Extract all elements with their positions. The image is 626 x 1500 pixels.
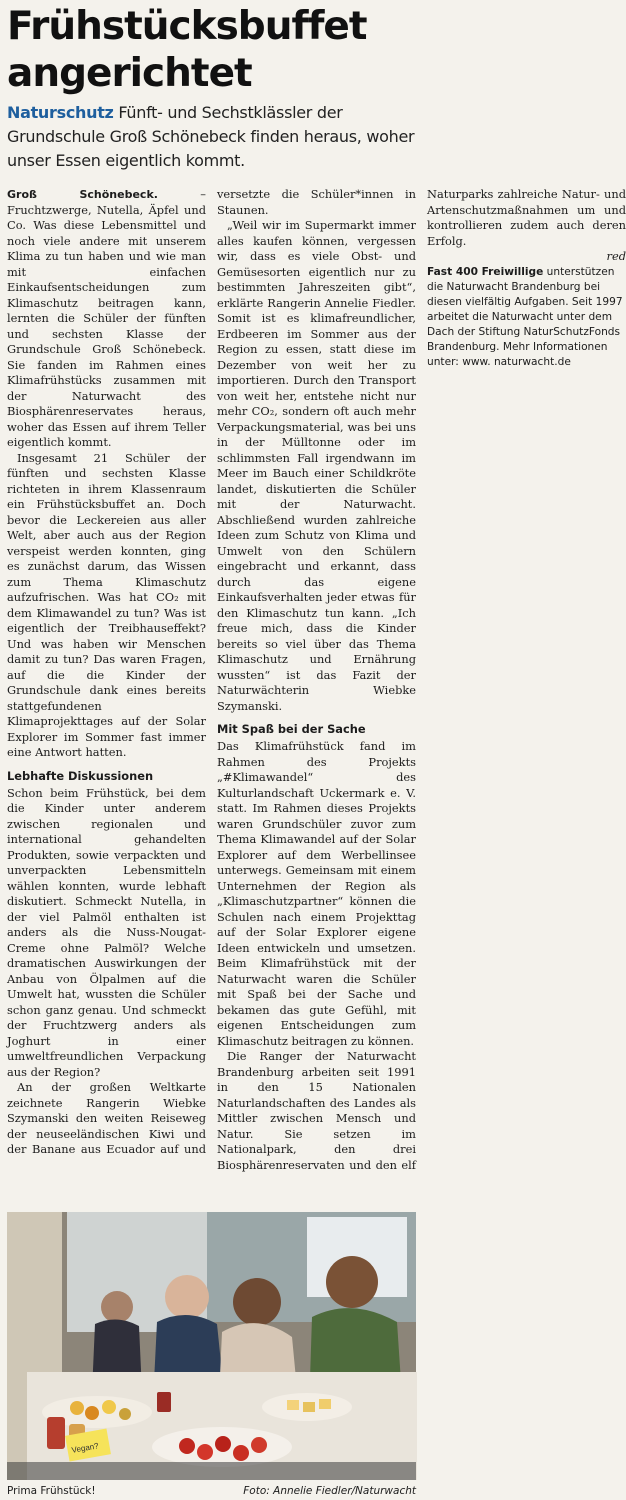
subhead-text: Fünft- und Sechstklässler der Grundschule Groß Schönebeck finden heraus, woher unser Essen eigentlich kommt. <box>7 103 415 170</box>
paragraph-1-text: – Fruchtzwerge, Nutella, Äpfel und Co. Was diese Lebensmittel und noch viele andere mit unserem Klima zu tun haben und wie man mit einfachen Einkaufsentscheidungen zum Klimaschutz beitragen kann, lernten die Schüler der fünften und sechsten Klasse der Grundschule Groß Schönebeck. Sie fanden im Rahmen eines Klimafrühstücks zusammen mit der Naturwacht des Biosphärenreservates heraus, woher das Essen auf ihrem Teller eigentlich kommt. <box>7 187 206 449</box>
kicker: Naturschutz <box>7 103 114 122</box>
photo-credit: Foto: Annelie Fiedler/Naturwacht <box>243 1485 416 1497</box>
paragraph-7: Die Ranger der Naturwacht Brandenburg arbeiten seit 1991 in den 15 Nationalen Naturlandschaften des Landes als Mittler zwischen Mensch und Natur. Sie setzen im Nationalpark, den drei Biosphärenreservaten und den elf Naturparks zahlreiche Natur- und Artenschutzmaßnahmen um und kontrollieren zudem auch deren Erfolg. <box>217 187 626 1172</box>
photo-illustration <box>7 1212 416 1480</box>
paragraph-3: Schon beim Frühstück, bei dem die Kinder unter anderem zwischen regionalen und international gehandelten Produkten, sowie verpackten und unverpackten Lebensmitteln wählen konnten, wurde lebhaft diskutiert. Schmeckt Nutella, in der viel Palmöl enthalten ist anders als die Nuss-Nougat-Creme ohne Palmöl? Welche dramatischen Auswirkungen der Anbau von Ölpalmen auf die Umwelt hat, wussten die Schüler schon ganz genau. Und schmeckt der Fruchtzwerg anders als Joghurt in einer umweltfreundlichen Verpackung aus der Region? <box>7 785 206 1079</box>
section-heading-1: Lebhafte Diskussionen <box>7 768 154 783</box>
headline-line-1: Frühstücksbuffet <box>7 4 367 49</box>
paragraph-4: An der großen Weltkarte zeichnete Rangerin Wiebke Szymanski den weiten Reiseweg der neuseeländischen Kiwi und der Banane aus Ecuador auf und versetzte die Schüler*innen in Staunen. <box>7 187 416 1156</box>
headline-line-2: angerichtet <box>7 51 252 96</box>
author-signature: red <box>606 249 626 263</box>
paragraph-1 <box>7 187 206 451</box>
subheadline <box>7 101 416 173</box>
article-body <box>7 187 626 1175</box>
headline <box>7 0 416 97</box>
photo-sign-text: Vegan? <box>70 1441 100 1455</box>
paragraph-6: Das Klimafrühstück fand im Rahmen des Projekts „#Klimawandel“ des Kulturlandschaft Uckermark e. V. statt. Im Rahmen dieses Projekts waren Grundschüler zuvor zum Thema Klimawandel auf der Solar Explorer auf dem Werbellinsee unterwegs. Gemeinsam mit einem Unternehmen der Region als „Klimaschutzpartner“ können die Schulen nach einem Projekttag auf der Solar Explorer eigene Ideen entwickeln und umsetzen. Beim Klimafrühstück mit der Naturwacht waren die Schüler mit Spaß bei der Sache und bekamen das gute Gefühl, mit eigenen Entscheidungen zum Klimaschutz beitragen zu können. <box>217 739 416 1048</box>
dateline: Groß Schönebeck. <box>7 188 158 201</box>
paragraph-2: Insgesamt 21 Schüler der fünften und sechsten Klasse richteten in ihrem Klassenraum ein Frühstücksbuffet an. Doch bevor die Leckereien aus aller Welt, aber auch aus der Region verspeist werden konnten, ging es zunächst darum, das Wissen zum Thema Klimaschutz aufzufrischen. Was hat CO₂ mit dem Klimawandel zu tun? Was ist eigentlich der Treibhauseffekt? Und was haben wir Menschen damit zu tun? Das waren Fragen, auf die die Kinder der Grundschule dank eines bereits stattgefundenen Klimaprojekttages auf der Solar Explorer im Sommer fast immer eine Antwort hatten. <box>7 450 206 759</box>
paragraph-5: „Weil wir im Supermarkt immer alles kaufen können, vergessen wir, dass es viele Obst- und Gemüsesorten eigentlich nur zu bestimmten Jahreszeiten gibt“, erklärte Rangerin Annelie Fiedler. Somit ist es klimafreundlicher, Erdbeeren im Sommer aus der Region zu essen, statt diese im Dezember von weit her zu importieren. Durch den Transport von weit her, entstehe nicht nur mehr CO₂, sondern oft auch mehr Verpackungsmaterial, was bei uns in der Mülltonne oder im schlimmsten Fall irgendwann im Meer im Bauch einer Schildkröte landet, diskutierten die Schüler mit der Naturwacht. Abschließend wurden zahlreiche Ideen zum Schutz von Klima und Umwelt von den Schülern eingebracht und erkannt, dass durch das eigene Einkaufsverhalten jeder etwas für den Klimaschutz tun kann. „Ich freue mich, dass die Kinder bereits so viel über das Thema Klimaschutz und Ernährung wussten“ ist das Fazit der Naturwächterin Wiebke Szymanski. <box>217 218 416 713</box>
info-box-bold: Fast 400 Freiwillige <box>427 265 544 278</box>
info-box-text: unterstützen die Naturwacht Brandenburg bei diesen vielfältig Aufgaben. Seit 1997 arbeitet die Naturwacht unter dem Dach der Stiftung NaturSchutzFonds Brandenburg. Mehr Informationen unter: www. naturwacht.de <box>427 265 623 368</box>
photo-caption: Prima Frühstück! <box>7 1485 96 1497</box>
photo-caption-row <box>7 1484 416 1498</box>
breakfast-photo <box>7 1212 416 1480</box>
section-heading-2: Mit Spaß bei der Sache <box>217 722 366 736</box>
info-box <box>427 265 626 370</box>
